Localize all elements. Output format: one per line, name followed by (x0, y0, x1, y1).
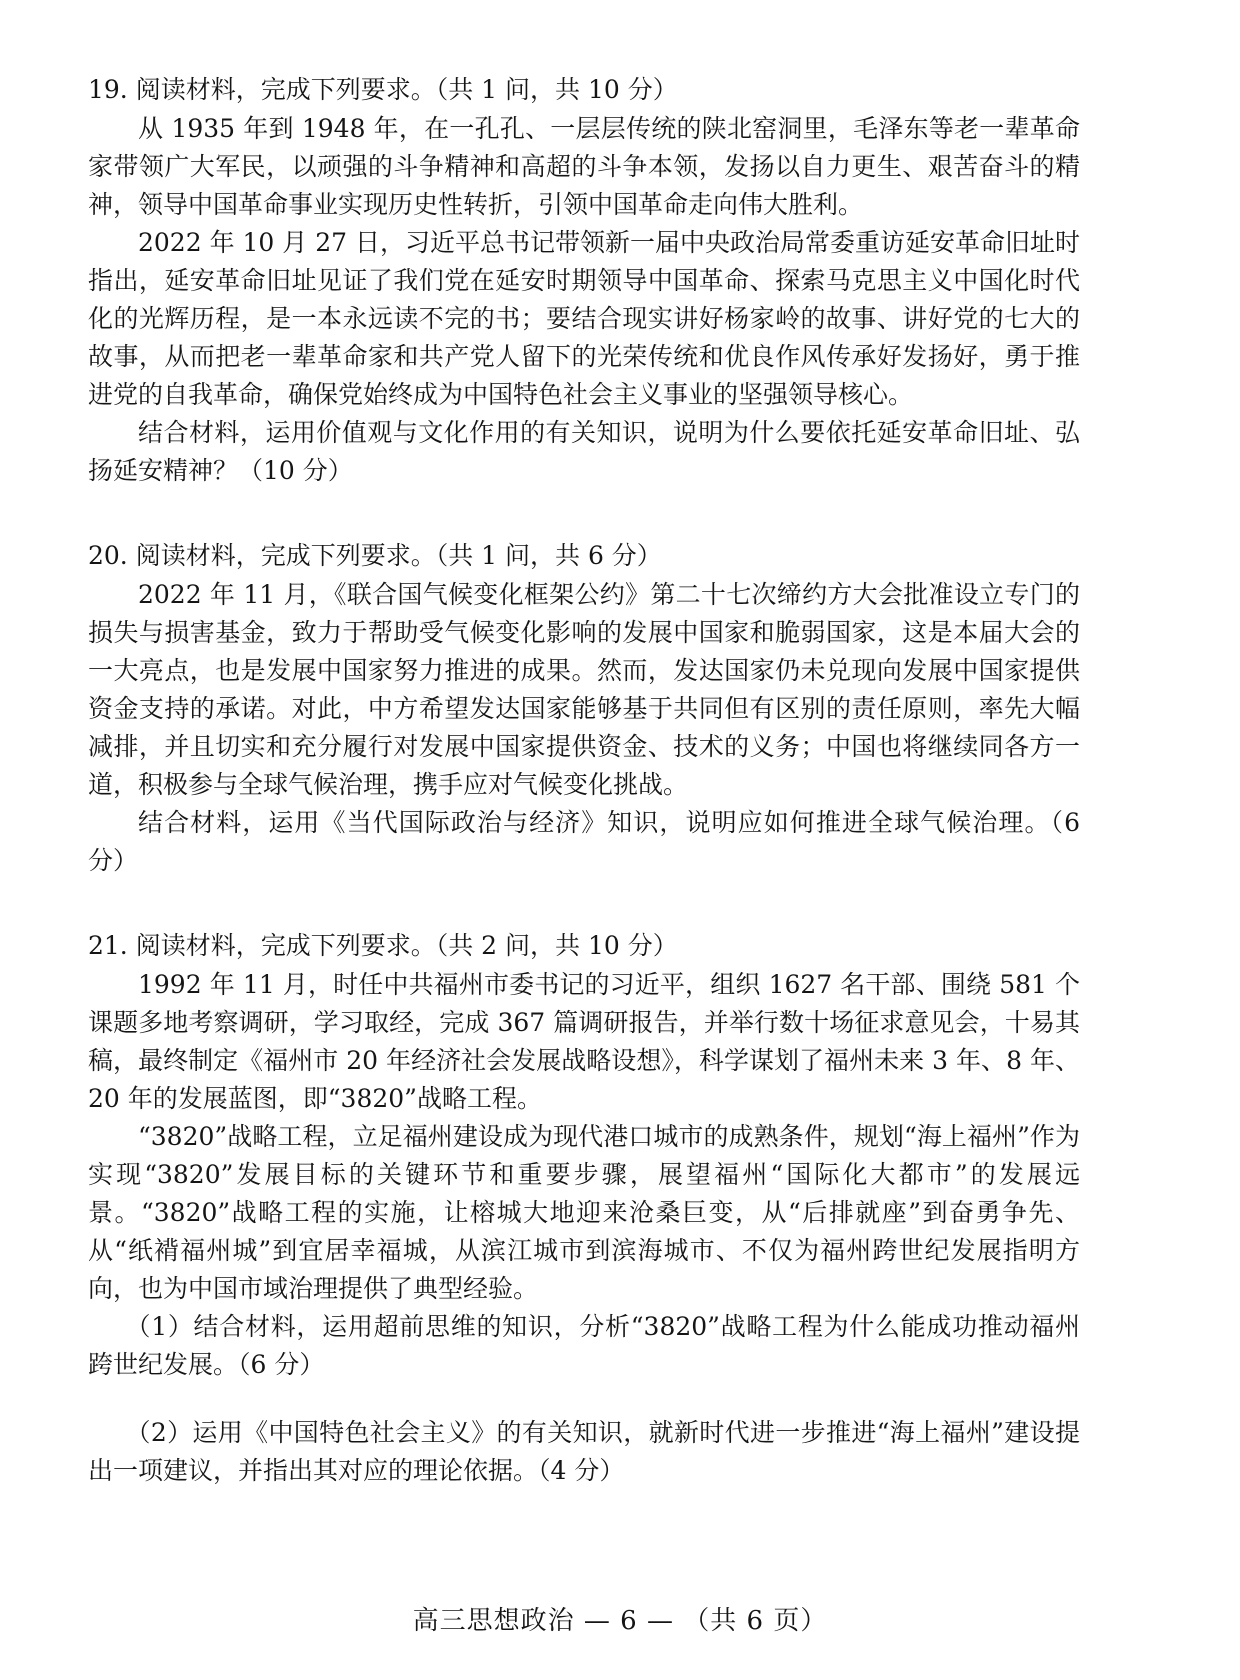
question-20 (88, 536, 1080, 880)
material-paragraph: 2022 年 11 月，《联合国气候变化框架公约》第二十七次缔约方大会批准设立专门的损失与损害基金，致力于帮助受气候变化影响的发展中国家和脆弱国家，这是本届大会的一大亮点，也是发展中国家努力推进的成果。然而，发达国家仍未兑现向发展中国家提供资金支持的承诺。对此，中方希望发达国家能够基于共同但有区别的责任原则，率先大幅减排，并且切实和充分履行对发展中国家提供资金、技术的义务；中国也将继续同各方一道，积极参与全球气候治理，携手应对气候变化挑战。 (88, 580, 1080, 799)
page-footer: 高三思想政治 — 6 — （共 6 页） (412, 1606, 828, 1636)
spacer (88, 880, 1080, 926)
material-paragraph: 1992 年 11 月，时任中共福州市委书记的习近平，组织 1627 名干部、围绕 581 个课题多地考察调研，学习取经，完成 367 篇调研报告，并举行数十场征求意见会，十易其稿，最终制定《福州市 20 年经济社会发展战略设想》，科学谋划了福州未来 3 年、8 年、20 年的发展蓝图，即“3820”战略工程。 (88, 970, 1080, 1113)
question-task: 结合材料，运用《当代国际政治与经济》知识，说明应如何推进全球气候治理。（6 分） (88, 808, 1080, 875)
material-paragraph: 2022 年 10 月 27 日，习近平总书记带领新一届中央政治局常委重访延安革命旧址时指出，延安革命旧址见证了我们党在延安时期领导中国革命、探索马克思主义中国化时代化的光辉历程，是一本永远读不完的书；要结合现实讲好杨家岭的故事、讲好党的七大的故事，从而把老一辈革命家和共产党人留下的光荣传统和优良作风传承好发扬好，勇于推进党的自我革命，确保党始终成为中国特色社会主义事业的坚强领导核心。 (88, 228, 1080, 409)
material-paragraph: 从 1935 年到 1948 年，在一孔孔、一层层传统的陕北窑洞里，毛泽东等老一辈革命家带领广大军民，以顽强的斗争精神和高超的斗争本领，发扬以自力更生、艰苦奋斗的精神，领导中国革命事业实现历史性转折，引领中国革命走向伟大胜利。 (88, 114, 1080, 219)
question-header: 20. 阅读材料，完成下列要求。（共 1 问，共 6 分） (88, 541, 662, 570)
question-19 (88, 70, 1080, 490)
question-header: 19. 阅读材料，完成下列要求。（共 1 问，共 10 分） (88, 75, 678, 104)
question-task: 结合材料，运用价值观与文化作用的有关知识，说明为什么要依托延安革命旧址、弘扬延安精神？（10 分） (88, 418, 1080, 485)
question-header: 21. 阅读材料，完成下列要求。（共 2 问，共 10 分） (88, 931, 678, 960)
sub-question-2: （2）运用《中国特色社会主义》的有关知识，就新时代进一步推进“海上福州”建设提出一项建议，并指出其对应的理论依据。（4 分） (88, 1418, 1080, 1485)
material-paragraph: “3820”战略工程，立足福州建设成为现代港口城市的成熟条件，规划“海上福州”作为实现“3820”发展目标的关键环节和重要步骤，展望福州“国际化大都市”的发展远景。“3820”战略工程的实施，让榕城大地迎来沧桑巨变，从“后排就座”到奋勇争先、从“纸褙福州城”到宜居幸福城，从滨江城市到滨海城市、不仅为福州跨世纪发展指明方向，也为中国市域治理提供了典型经验。 (88, 1122, 1080, 1303)
spacer (88, 490, 1080, 536)
question-21 (88, 926, 1080, 1490)
sub-question-1: （1）结合材料，运用超前思维的知识，分析“3820”战略工程为什么能成功推动福州跨世纪发展。（6 分） (88, 1312, 1080, 1379)
answer-space (88, 1384, 1080, 1414)
